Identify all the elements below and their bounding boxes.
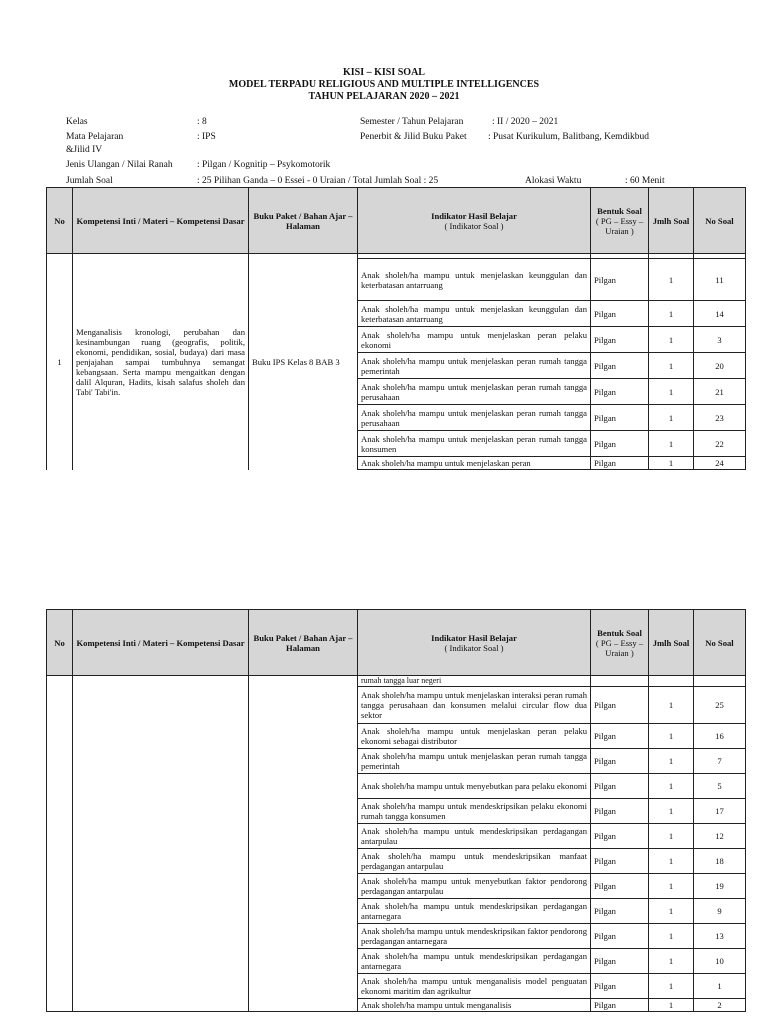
bentuk-cell: Pilgan [591, 405, 649, 431]
jml-cell: 1 [649, 849, 694, 874]
header-indikator-title: Indikator Hasil Belajar [431, 632, 517, 643]
bentuk-cell: Pilgan [591, 687, 649, 724]
header-bentuk-title: Bentuk Soal [597, 627, 642, 638]
header-nosoal: No Soal [694, 610, 746, 676]
kompetensi-text: Menganalisis kronologi, perubahan dan kesinambungan ruang (geografis, politik, ekonomi, pendidikan, sosial, budaya) dari masa penjajahan sampai tumbuhnya semangat kebangsaan. Serta mampu mengaitkan dengan dalil Alquran, Hadits, kisah salafus sholeh dan Tabi' Tabi'in. [73, 254, 249, 470]
header-indikator-title: Indikator Hasil Belajar [431, 210, 517, 221]
nosoal-cell: 1 [694, 974, 746, 999]
buku-text: Buku IPS Kelas 8 BAB 3 [249, 254, 358, 470]
header-jmlh: Jmlh Soal [649, 188, 694, 254]
nosoal-cell: 5 [694, 774, 746, 799]
bentuk-cell: Pilgan [591, 799, 649, 824]
nosoal-cell: 13 [694, 924, 746, 949]
indikator-cell: Anak sholeh/ha mampu untuk menyebutkan faktor pendorong perdagangan antarpulau [358, 874, 591, 899]
indikator-cell: Anak sholeh/ha mampu untuk mendeskripsikan perdagangan antarpulau [358, 824, 591, 849]
doc-title: KISI – KISI SOAL [343, 67, 425, 78]
indikator-cell: Anak sholeh/ha mampu untuk menjelaskan peran rumah tangga pemerintah [358, 749, 591, 774]
header-kompetensi: Kompetensi Inti / Materi – Kompetensi Dasar [73, 610, 249, 676]
doc-year: TAHUN PELAJARAN 2020 – 2021 [308, 91, 460, 102]
jml-cell: 1 [649, 999, 694, 1012]
nosoal-cell: 9 [694, 899, 746, 924]
jml-cell: 1 [649, 431, 694, 457]
mapel-label: Mata Pelajaran [66, 132, 124, 142]
doc-subtitle: MODEL TERPADU RELIGIOUS AND MULTIPLE INTELLIGENCES [228, 79, 540, 90]
indikator-cell: Anak sholeh/ha mampu untuk menjelaskan peran rumah tangga perusahaan [358, 379, 591, 405]
nosoal-cell: 17 [694, 799, 746, 824]
jml-cell: 1 [649, 974, 694, 999]
indikator-cell: Anak sholeh/ha mampu untuk menjelaskan keunggulan dan keterbatasan antarruang [358, 259, 591, 301]
jml-cell: 1 [649, 379, 694, 405]
nosoal-cell: 7 [694, 749, 746, 774]
bentuk-cell: Pilgan [591, 874, 649, 899]
jml-cell: 1 [649, 774, 694, 799]
empty-buku-cell [249, 676, 358, 1012]
indikator-cell: Anak sholeh/ha mampu untuk menganalisis model penguatan ekonomi maritim dan agrikultur [358, 974, 591, 999]
bentuk-cell: Pilgan [591, 774, 649, 799]
jml-cell: 1 [649, 749, 694, 774]
header-bentuk [591, 188, 649, 254]
jml-cell: 1 [649, 724, 694, 749]
header-bentuk-title: Bentuk Soal [597, 205, 642, 216]
nosoal-cell: 19 [694, 874, 746, 899]
indikator-cell: Anak sholeh/ha mampu untuk menjelaskan peran rumah tangga konsumen [358, 431, 591, 457]
bentuk-cell: Pilgan [591, 431, 649, 457]
indikator-cell: Anak sholeh/ha mampu untuk mendeskripsikan pelaku ekonomi rumah tangga konsumen [358, 799, 591, 824]
nosoal-cell: 3 [694, 327, 746, 353]
jml-cell: 1 [649, 327, 694, 353]
penerbit-value: : Pusat Kurikulum, Balitbang, Kemdikbud [488, 132, 649, 142]
bentuk-cell: Pilgan [591, 949, 649, 974]
bentuk-cell: Pilgan [591, 924, 649, 949]
bentuk-cell: Pilgan [591, 353, 649, 379]
indikator-cell: Anak sholeh/ha mampu untuk mendeskripsikan faktor pendorong perdagangan antarnegara [358, 924, 591, 949]
bentuk-cell: Pilgan [591, 457, 649, 470]
bentuk-cell: Pilgan [591, 899, 649, 924]
nosoal-cell: 24 [694, 457, 746, 470]
bentuk-cell: Pilgan [591, 379, 649, 405]
bentuk-cell: Pilgan [591, 974, 649, 999]
header-bentuk [591, 610, 649, 676]
header-indikator-sub: ( Indikator Soal ) [444, 642, 504, 653]
jml-cell: 1 [649, 301, 694, 327]
indikator-cell: Anak sholeh/ha mampu untuk menganalisis [358, 999, 591, 1012]
jilid-label: &Jilid IV [66, 145, 103, 155]
indikator-continued: rumah tangga luar negeri [358, 676, 591, 687]
header-buku: Buku Paket / Bahan Ajar – Halaman [249, 188, 358, 254]
kelas-value: : 8 [197, 117, 207, 127]
bentuk-cell: Pilgan [591, 301, 649, 327]
alokasi-label: Alokasi Waktu [525, 176, 582, 186]
nosoal-cell: 18 [694, 849, 746, 874]
indikator-cell: Anak sholeh/ha mampu untuk menjelaskan peran pelaku ekonomi [358, 327, 591, 353]
jml-cell: 1 [649, 457, 694, 470]
indikator-cell: Anak sholeh/ha mampu untuk mendeskripsikan manfaat perdagangan antarpulau [358, 849, 591, 874]
nosoal-cell: 20 [694, 353, 746, 379]
header-bentuk-sub: ( PG – Essy – Uraian ) [595, 215, 644, 236]
nosoal-cell: 12 [694, 824, 746, 849]
jenis-value: : Pilgan / Kognitip – Psykomotorik [197, 160, 331, 170]
bentuk-cell: Pilgan [591, 849, 649, 874]
header-jmlh: Jmlh Soal [649, 610, 694, 676]
jml-cell: 1 [649, 687, 694, 724]
alokasi-value: : 60 Menit [625, 176, 665, 186]
jml-cell: 1 [649, 824, 694, 849]
jml-cell: 1 [649, 799, 694, 824]
indikator-cell: Anak sholeh/ha mampu untuk menjelaskan peran rumah tangga perusahaan [358, 405, 591, 431]
nosoal-cell: 11 [694, 259, 746, 301]
indikator-cell: Anak sholeh/ha mampu untuk menyebutkan para pelaku ekonomi [358, 774, 591, 799]
empty-kompetensi-cell [73, 676, 249, 1012]
nosoal-cell: 14 [694, 301, 746, 327]
nosoal-cell: 10 [694, 949, 746, 974]
indikator-cell: Anak sholeh/ha mampu untuk menjelaskan peran [358, 457, 591, 470]
indikator-cell: Anak sholeh/ha mampu untuk menjelaskan peran pelaku ekonomi sebagai distributor [358, 724, 591, 749]
jml-cell: 1 [649, 353, 694, 379]
jumlah-value: : 25 Pilihan Ganda – 0 Essei - 0 Uraian / Total Jumlah Soal : 25 [197, 176, 439, 186]
bentuk-cell: Pilgan [591, 824, 649, 849]
nosoal-cell: 16 [694, 724, 746, 749]
bentuk-cell: Pilgan [591, 327, 649, 353]
header-no: No [47, 188, 73, 254]
nosoal-cell: 25 [694, 687, 746, 724]
nosoal-cell: 22 [694, 431, 746, 457]
semester-label: Semester / Tahun Pelajaran [360, 117, 464, 127]
header-nosoal: No Soal [694, 188, 746, 254]
jml-cell: 1 [649, 874, 694, 899]
header-kompetensi: Kompetensi Inti / Materi – Kompetensi Dasar [73, 188, 249, 254]
bentuk-cell: Pilgan [591, 999, 649, 1012]
kisi-table-page-1 [46, 187, 746, 470]
mapel-value: : IPS [197, 132, 216, 142]
indikator-cell: Anak sholeh/ha mampu untuk mendeskripsikan perdagangan antarnegara [358, 899, 591, 924]
indikator-cell: Anak sholeh/ha mampu untuk menjelaskan peran rumah tangga pemerintah [358, 353, 591, 379]
jumlah-label: Jumlah Soal [66, 176, 113, 186]
jml-cell: 1 [649, 949, 694, 974]
nosoal-cell: 21 [694, 379, 746, 405]
header-bentuk-sub: ( PG – Essy – Uraian ) [595, 637, 644, 658]
jml-cell: 1 [649, 899, 694, 924]
semester-value: : II / 2020 – 2021 [492, 117, 559, 127]
kelas-label: Kelas [66, 117, 88, 127]
bentuk-cell: Pilgan [591, 749, 649, 774]
jml-cell: 1 [649, 924, 694, 949]
kisi-table-page-2 [46, 609, 746, 1012]
jml-cell: 1 [649, 405, 694, 431]
jml-cell: 1 [649, 259, 694, 301]
bentuk-cell: Pilgan [591, 259, 649, 301]
header-indikator-sub: ( Indikator Soal ) [444, 220, 504, 231]
nosoal-cell: 23 [694, 405, 746, 431]
header-buku: Buku Paket / Bahan Ajar – Halaman [249, 610, 358, 676]
nosoal-cell: 2 [694, 999, 746, 1012]
header-indikator [358, 188, 591, 254]
header-indikator [358, 610, 591, 676]
header-no: No [47, 610, 73, 676]
indikator-cell: Anak sholeh/ha mampu untuk menjelaskan interaksi peran rumah tangga perusahaan dan konsumen melalui circular flow dua sektor [358, 687, 591, 724]
row-number: 1 [47, 254, 73, 470]
bentuk-cell: Pilgan [591, 724, 649, 749]
indikator-cell: Anak sholeh/ha mampu untuk mendeskripsikan perdagangan antarnegara [358, 949, 591, 974]
jenis-label: Jenis Ulangan / Nilai Ranah [66, 160, 173, 170]
empty-no-cell [47, 676, 73, 1012]
indikator-cell: Anak sholeh/ha mampu untuk menjelaskan keunggulan dan keterbatasan antarruang [358, 301, 591, 327]
penerbit-label: Penerbit & Jilid Buku Paket [360, 132, 467, 142]
